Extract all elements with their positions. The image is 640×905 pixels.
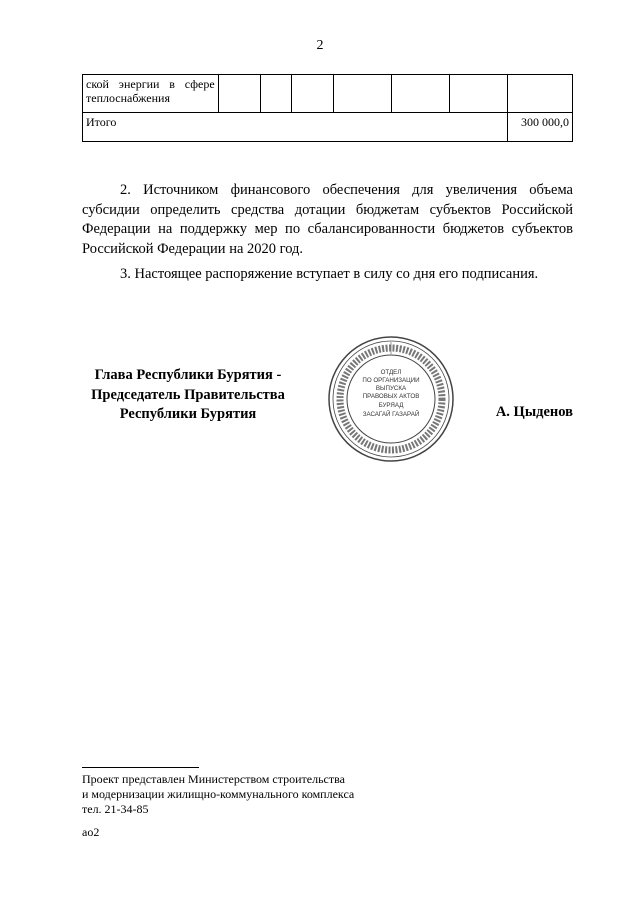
stamp-line1: ОТДЕЛ — [380, 369, 402, 376]
budget-table — [82, 74, 573, 142]
total-label: Итого — [83, 113, 508, 142]
document-code: ao2 — [82, 825, 100, 839]
row1-label-line2: теплоснабжения — [86, 91, 170, 105]
signatory-title — [82, 366, 294, 425]
table-row — [83, 75, 573, 113]
total-value: 300 000,0 — [508, 113, 573, 142]
stamp-line6: ЗАСАГАЙ ГАЗАРАЙ — [362, 411, 420, 418]
signatory-name: А. Цыденов — [495, 404, 573, 420]
paragraph-2: 2. Источником финансового обеспечения для увеличения объема субсидии определить средства дотации бюджетам субъектов Российской Федерации на поддержку мер по сбалансированности бюджетов субъектов Российской Федерации на 2020 год. — [82, 182, 573, 257]
official-stamp — [326, 334, 456, 464]
table-cell — [508, 75, 573, 113]
table-cell-label — [83, 75, 219, 113]
table-row-total — [83, 113, 573, 142]
stamp-line5: БУРЯАД — [378, 402, 404, 409]
page-number: 2 — [316, 38, 324, 53]
footnote-line1: Проект представлен Министерством строительства — [82, 772, 345, 786]
table-cell — [218, 75, 260, 113]
stamp-line3: ВЫПУСКА — [375, 385, 407, 392]
table-cell — [292, 75, 333, 113]
signatory-title-line1: Глава Республики Бурятия - — [94, 367, 282, 383]
table-cell — [450, 75, 508, 113]
table-cell — [391, 75, 449, 113]
signatory-title-line2: Председатель Правительства — [91, 386, 285, 403]
stamp-line4: ПРАВОВЫХ АКТОВ — [362, 393, 420, 400]
table-cell — [261, 75, 292, 113]
signatory-title-line3: Республики Бурятия — [119, 406, 257, 422]
footnote — [82, 772, 354, 817]
footnote-divider — [82, 767, 199, 768]
paragraph-3: 3. Настоящее распоряжение вступает в силу со дня его подписания. — [120, 266, 539, 282]
footnote-line3: тел. 21-34-85 — [82, 802, 149, 816]
footnote-line2: и модернизации жилищно-коммунального комплекса — [82, 787, 355, 801]
table-cell — [333, 75, 391, 113]
row1-label-line1: ской энергии в сфере — [86, 77, 215, 91]
stamp-line2: ПО ОРГАНИЗАЦИИ — [362, 377, 420, 384]
